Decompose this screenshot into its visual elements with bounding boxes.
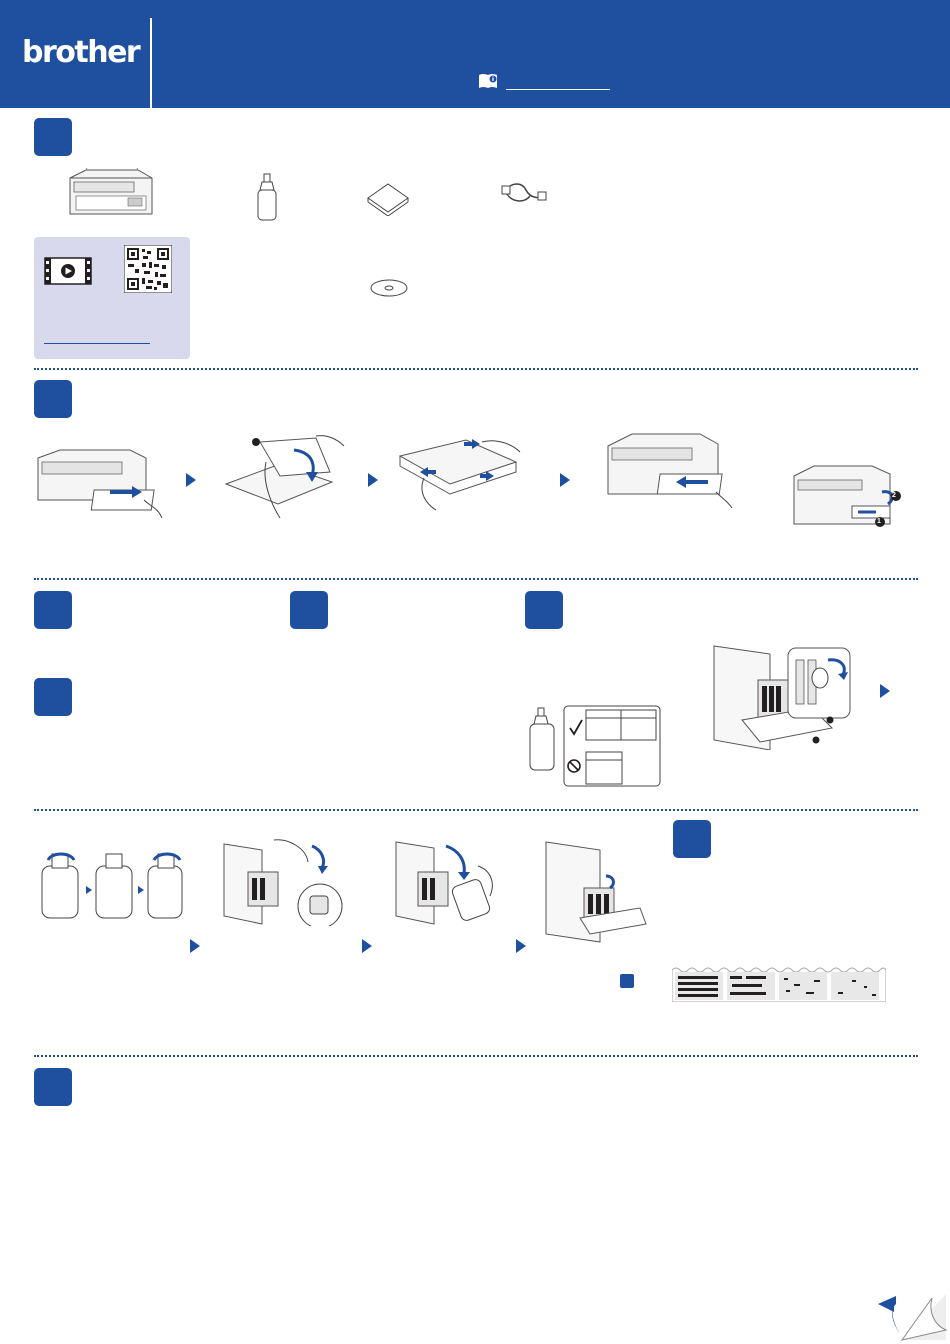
next-arrow [190, 939, 200, 953]
page-curl-back-icon[interactable] [870, 1290, 948, 1344]
paper-guides-icon [396, 436, 524, 512]
brother-logo: brother [22, 35, 140, 70]
qr-code-icon[interactable] [124, 245, 172, 293]
section-separator [34, 578, 918, 580]
step-badge-connect-computer [34, 1068, 72, 1106]
step-badge-unpack [34, 118, 72, 156]
step-badge-load-paper [34, 380, 72, 418]
next-arrow [516, 939, 526, 953]
callout-two: 2 [892, 492, 896, 499]
header-bar [0, 0, 950, 108]
video-link-line[interactable] [44, 343, 150, 344]
close-cover-icon [544, 836, 648, 944]
twist-cap-icon [34, 846, 184, 930]
pull-out-tray-icon [34, 448, 164, 520]
insert-tray-icon [604, 432, 734, 508]
open-ink-cover-icon [712, 640, 862, 750]
section-separator [34, 368, 918, 370]
test-pattern-icon [672, 966, 886, 1002]
paper-docs-icon [364, 176, 412, 216]
next-arrow [368, 473, 378, 487]
video-play-icon[interactable] [44, 257, 92, 285]
next-arrow [186, 473, 196, 487]
sub-step-marker [620, 974, 634, 988]
step-badge-connect-power [34, 591, 72, 629]
remove-cap-icon [222, 836, 348, 926]
header-divider [150, 18, 152, 108]
next-arrow [560, 473, 570, 487]
ink-bottle-check-icon [524, 704, 664, 790]
open-tray-cover-icon [220, 432, 348, 522]
power-cord-icon [500, 178, 550, 212]
step-badge-print-quality [673, 820, 711, 858]
next-arrow [362, 939, 372, 953]
ink-bottle-icon [252, 172, 282, 222]
cd-rom-icon [370, 278, 408, 298]
printer-icon [66, 168, 156, 220]
next-arrow [880, 684, 890, 698]
step-badge-select-language [34, 678, 72, 716]
step-badge-fill-ink [525, 591, 563, 629]
section-separator [34, 809, 918, 811]
book-info-icon [478, 72, 498, 90]
guide-link-line[interactable] [506, 89, 610, 90]
video-help-panel [34, 237, 190, 359]
step-badge-fill-ink-prep [290, 591, 328, 629]
callout-one: 1 [877, 518, 881, 525]
section-separator [34, 1055, 918, 1057]
insert-bottle-icon [394, 836, 504, 928]
extend-support-icon [792, 462, 904, 534]
